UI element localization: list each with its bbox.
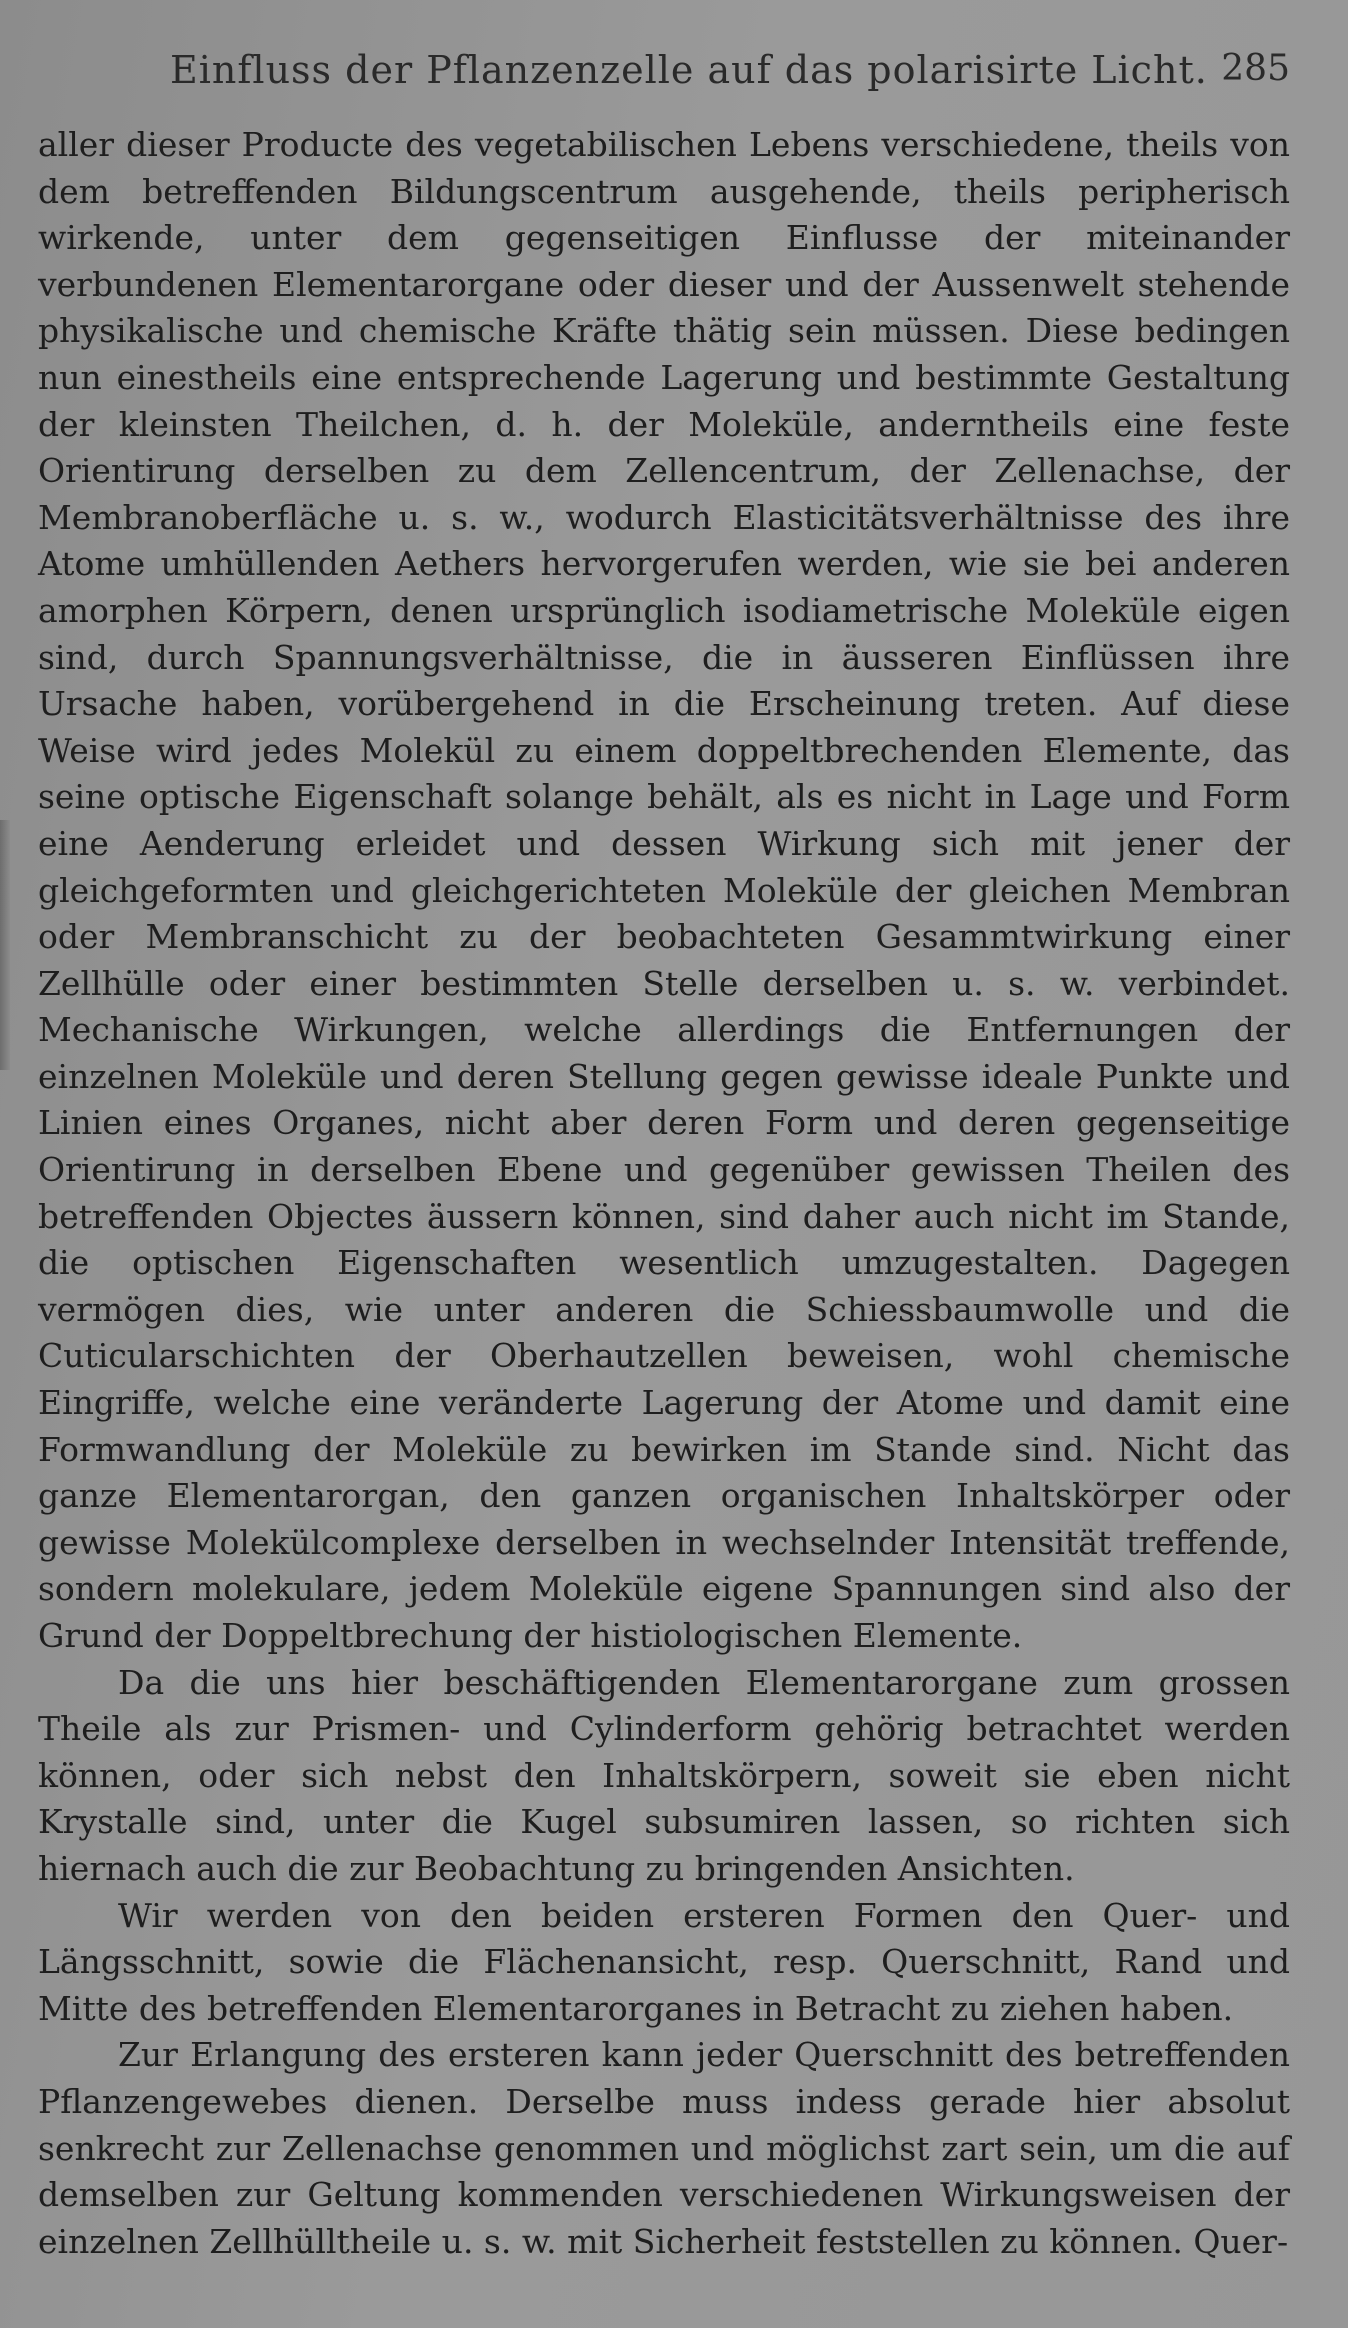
paragraph: Wir werden von den beiden ersteren Formen den Quer- und Längsschnitt, sowie die Flächenansicht, resp. Querschnitt, Rand und Mitte des betreffenden Elementarorganes in Betracht zu ziehen haben. — [38, 1895, 1290, 2028]
page-edge-shadow — [0, 820, 10, 1070]
paragraph: aller dieser Producte des vegetabilischen Lebens verschiedene, theils von dem betreffenden Bildungscentrum ausgehende, theils peripherisch wirkende, unter dem gegenseitigen Einflusse der miteinander verbundenen Elementarorgane oder dieser und der Aussenwelt stehende physikalische und chemische Kräfte thätig sein müssen. Diese bedingen nun einestheils eine entsprechende Lagerung und bestimmte Gestaltung der kleinsten Theilchen, d. h. der Moleküle, anderntheils eine feste Orientirung derselben zu dem Zellencentrum, der Zellenachse, der Membranoberfläche u. s. w., wodurch Elasticitätsverhältnisse des ihre Atome umhüllenden Aethers hervorgerufen werden, wie sie bei anderen amorphen Körpern, denen ursprünglich isodiametrische Moleküle eigen sind, durch Spannungsverhältnisse, die in äusseren Einflüssen ihre Ursache haben, vorübergehend in die Erscheinung treten. Auf diese Weise wird jedes Molekül zu einem doppeltbrechenden Elemente, das seine optische Eigenschaft solange behält, als es nicht in Lage und Form eine Aenderung erleidet und dessen Wirkung sich mit jener der gleichgeformten und gleichgerichteten Moleküle der gleichen Membran oder Membranschicht zu der beobachteten Gesammtwirkung einer Zellhülle oder einer bestimmten Stelle derselben u. s. w. verbindet. Mechanische Wirkungen, welche allerdings die Entfernungen der einzelnen Moleküle und deren Stellung gegen gewisse ideale Punkte und Linien eines Organes, nicht aber deren Form und deren gegenseitige Orientirung in derselben Ebene und gegenüber gewissen Theilen des betreffenden Objectes äussern können, sind daher auch nicht im Stande, die optischen Eigenschaften wesentlich umzugestalten. Dagegen vermögen dies, wie unter anderen die Schiessbaumwolle und die Cuticularschichten der Oberhautzellen beweisen, wohl chemische Eingriffe, welche eine veränderte Lagerung der Atome und damit eine Formwandlung der Moleküle zu bewirken im Stande sind. Nicht das ganze Elementarorgan, den ganzen organischen Inhaltskörper oder gewisse Molekülcomplexe derselben in wechselnder Intensität treffende, sondern molekulare, jedem Moleküle eigene Spannungen sind also der Grund der Doppeltbrechung der histiologischen Elemente. — [38, 125, 1290, 1655]
running-header — [170, 44, 1290, 104]
paragraph: Zur Erlangung des ersteren kann jeder Querschnitt des betreffenden Pflanzengewebes dienen. Derselbe muss indess gerade hier absolut senkrecht zur Zellenachse genommen und möglichst zart sein, um die auf demselben zur Geltung kommenden verschiedenen Wirkungsweisen der einzelnen Zellhülltheile u. s. w. mit Sicherheit feststellen zu können. Quer- — [38, 2035, 1290, 2261]
paragraph: Da die uns hier beschäftigenden Elementarorgane zum grossen Theile als zur Prismen- und Cylinderform gehörig betrachtet werden können, oder sich nebst den Inhaltskörpern, soweit sie eben nicht Krystalle sind, unter die Kugel subsumiren lassen, so richten sich hiernach auch die zur Beobachtung zu bringenden Ansichten. — [38, 1662, 1290, 1888]
running-title: Einfluss der Pflanzenzelle auf das polarisirte Licht. — [170, 48, 1208, 92]
page-number: 285 — [1221, 48, 1290, 89]
body-text — [38, 122, 1290, 2265]
